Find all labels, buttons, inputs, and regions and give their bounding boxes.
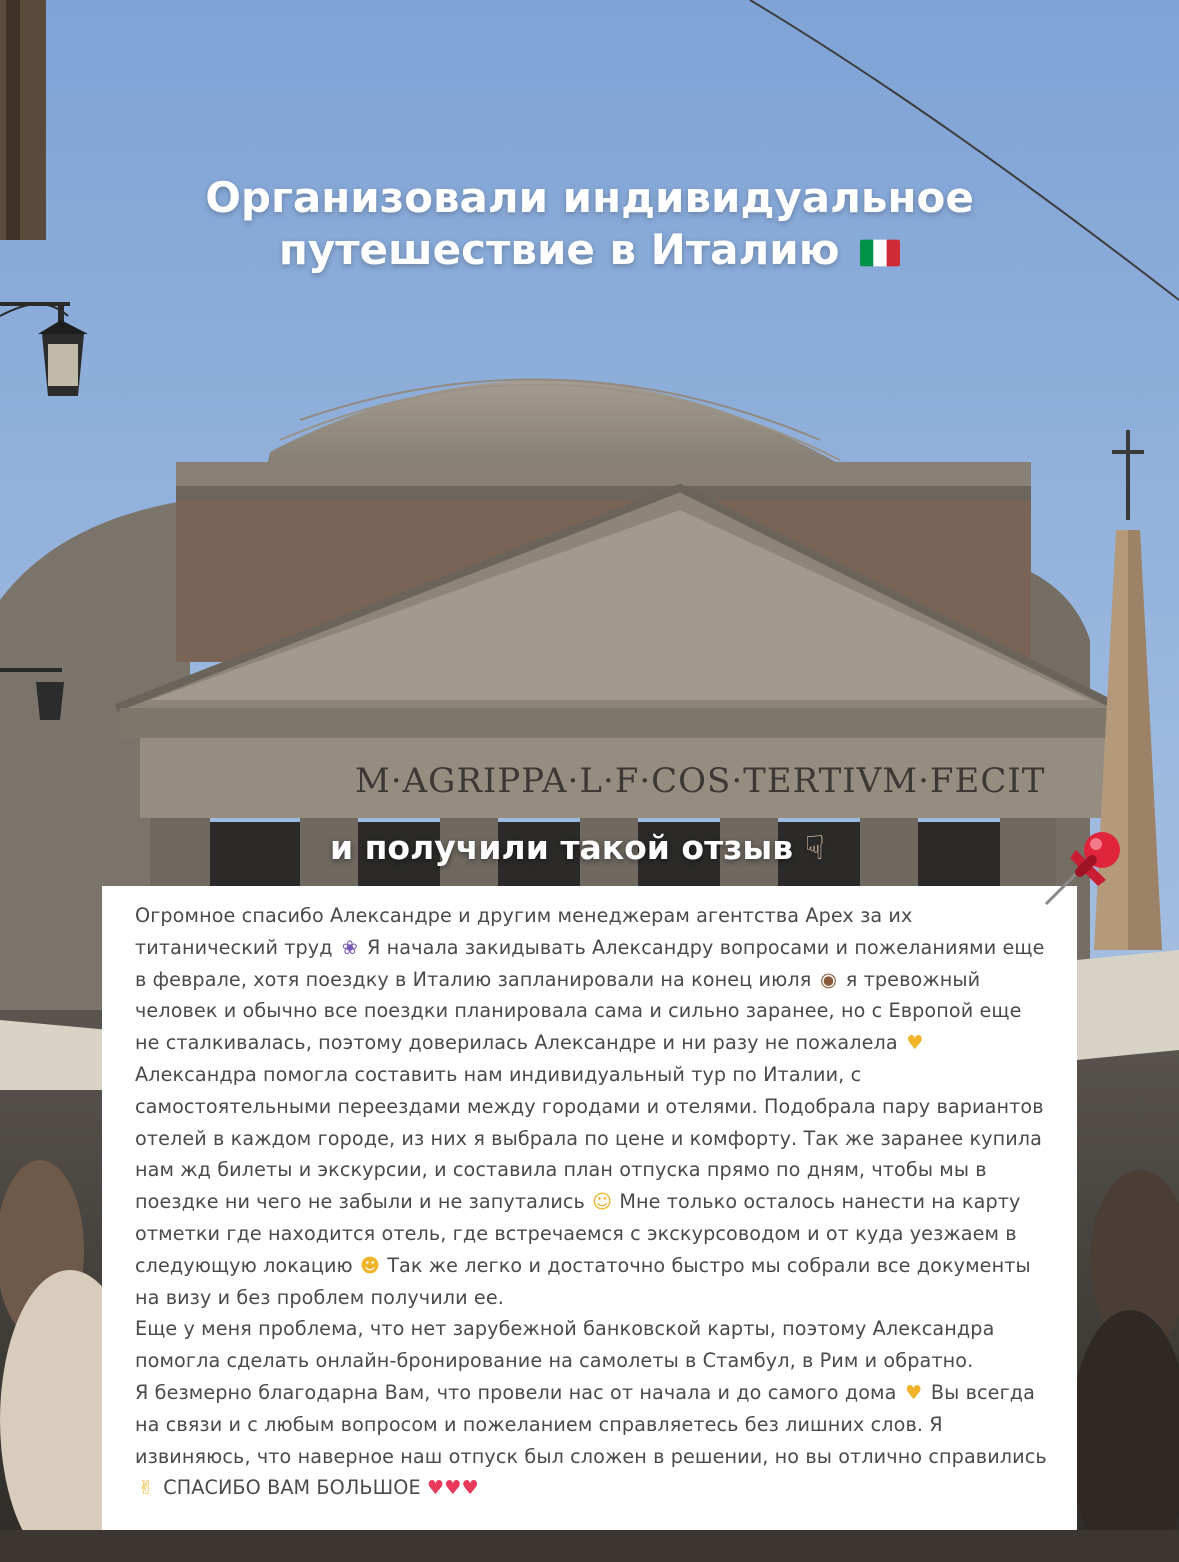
review-sentence: Мне только осталось нанести на карту отметки где находится отель, где встречаемся с экскурсоводом и от куда уезжаем в следующую локацию xyxy=(135,1190,1021,1277)
review-text xyxy=(135,900,1047,1504)
heart-icon: ♥ xyxy=(461,1476,479,1500)
review-paragraph-3 xyxy=(135,1377,1047,1504)
headline-line-2-text: путешествие в Италию xyxy=(278,225,840,274)
heart-icon: ♥ xyxy=(426,1476,445,1500)
review-sentence: Я начала закидывать Александру вопросами и пожеланиями еще в феврале, хотя поездку в Италию запланировали на конец июля xyxy=(135,935,1045,991)
heart-icon: ♥ xyxy=(444,1476,462,1500)
praying-hands-icon: ❀ xyxy=(341,935,358,959)
review-sentence: Я безмерно благодарна Вам, что провели нас от начала и до самого дома xyxy=(135,1380,897,1404)
headline-line-1: Организовали индивидуальное xyxy=(205,173,974,222)
grinning-face-icon: ☺ xyxy=(592,1190,613,1214)
heart-hands-icon: ♥ xyxy=(906,1031,924,1055)
review-sentence: Так же легко и достаточно быстро мы собрали все документы на визу и без проблем получили ее. xyxy=(135,1253,1031,1309)
review-sentence: СПАСИБО ВАМ БОЛЬШОЕ xyxy=(163,1476,421,1500)
review-sentence: Александра помогла составить нам индивидуальный тур по Италии, с самостоятельными переездами между городами и отелями. Подобрала пару вариантов отелей в каждом городе, из них я выбрала по цене и комфорту. Так же заранее купила нам жд билеты и экскурсии, и составила план отпуска прямо по дням, чтобы мы в поездке ни чего не забыли и не запутались xyxy=(135,1062,1044,1214)
review-sentence: Вы всегда на связи и с любым вопросом и пожеланием справляетесь без лишних слов. Я извиняюсь, что наверное наш отпуск был сложен в решении, но вы отлично справились xyxy=(135,1380,1047,1468)
see-no-evil-monkey-icon: ◉ xyxy=(820,967,837,991)
headline xyxy=(0,172,1179,276)
review-sentence: Огромное спасибо Александре и другим менеджерам агентства Apex за их титанический труд xyxy=(135,904,913,959)
headline-line-2 xyxy=(0,224,1179,276)
subheadline-text: и получили такой отзыв xyxy=(330,828,794,867)
review-card xyxy=(102,886,1077,1530)
pantheon-inscription: M·AGRIPPA·L·F·COS·TERTIVM·FECIT xyxy=(355,761,1046,801)
review-paragraph-2: Еще у меня проблема, что нет зарубежной банковской карты, поэтому Александра помогла сделать онлайн-бронирование на самолеты в Стамбул, в Рим и обратно. xyxy=(135,1317,995,1373)
tongue-out-face-icon: ☻ xyxy=(359,1253,381,1277)
pushpin-icon xyxy=(1040,820,1135,915)
thumbs-up-icon: ✌ xyxy=(137,1476,155,1500)
heart-hands-icon: ♥ xyxy=(905,1380,923,1404)
review-paragraph-1 xyxy=(135,900,1047,1313)
italy-flag-icon xyxy=(860,239,900,267)
review-sentence: я тревожный человек и обычно все поездки планировала сама и сильно заранее, но с Европой еще не сталкивалась, поэтому доверилась Александре и ни разу не пожалела xyxy=(135,967,1022,1055)
subheadline xyxy=(330,826,825,870)
pointing-down-hand-icon: ☟ xyxy=(804,828,825,867)
